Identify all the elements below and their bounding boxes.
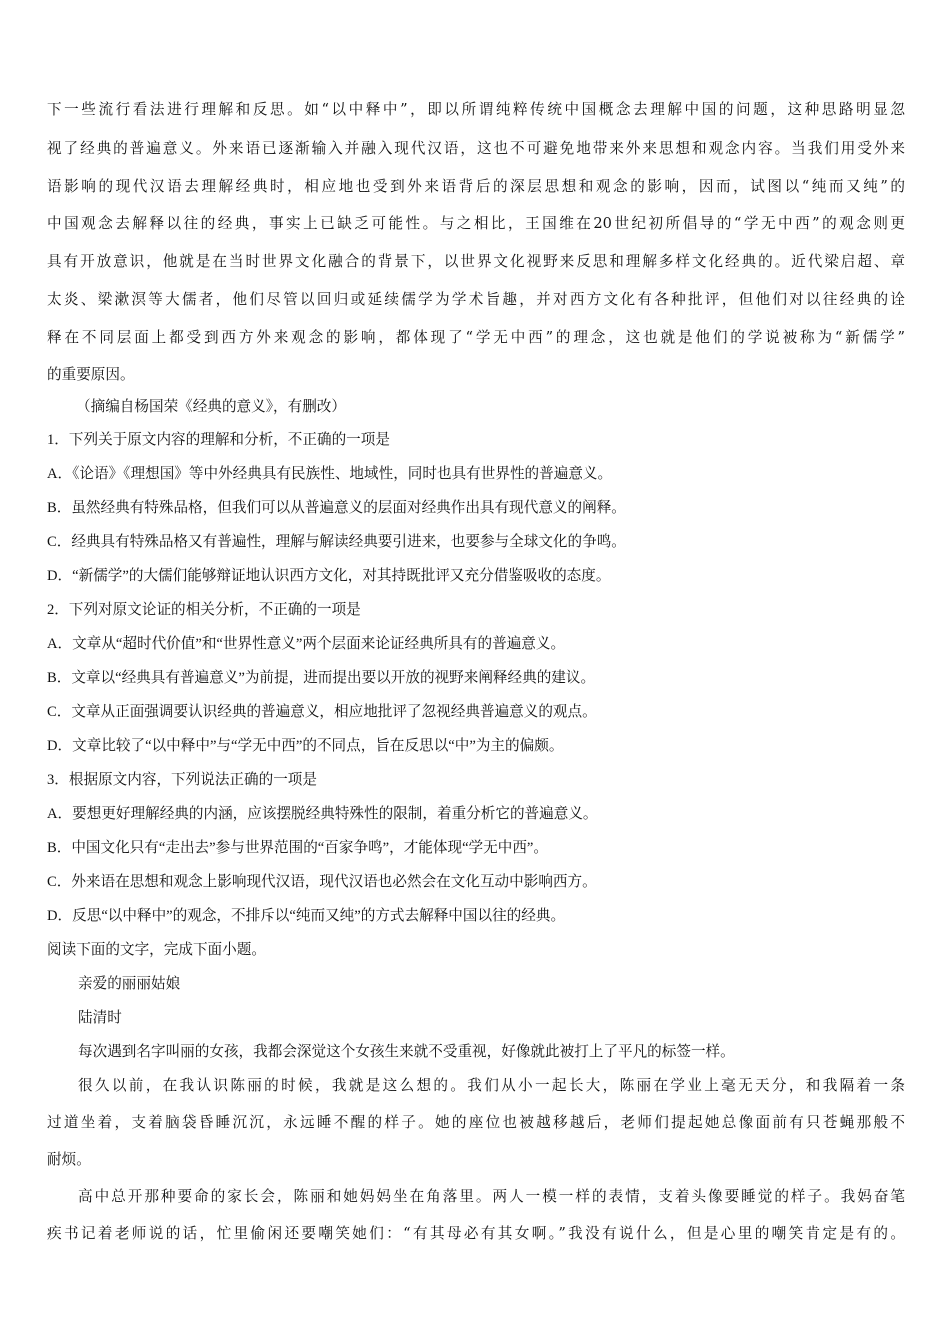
story-author: 陆清时 <box>78 1009 122 1026</box>
passage-line: 语影响的现代汉语去理解经典时，相应地也受到外来语背后的深层思想和观念的影响，因而，试图以“纯而又纯”的 <box>47 178 905 195</box>
question-option: C．外来语在思想和观念上影响现代汉语，现代汉语也必然会在文化互动中影响西方。 <box>47 874 597 890</box>
question-option: B．中国文化只有“走出去”参与世界范围的“百家争鸣”，才能体现“学无中西”。 <box>47 840 549 856</box>
passage-line: 视了经典的普遍意义。外来语已逐渐输入并融入现代汉语，这也不可避免地带来外来思想和观念内容。当我们用受外来 <box>47 140 905 157</box>
passage-line: 太炎、梁漱溟等大儒者，他们尽管以回归或延续儒学为学术旨趣，并对西方文化有各种批评，但他们对以往经典的诠 <box>47 291 905 308</box>
question-stem: 2．下列对原文论证的相关分析，不正确的一项是 <box>47 602 361 618</box>
question-option: C．经典具有特殊品格又有普遍性，理解与解读经典要引进来，也要参与全球文化的争鸣。 <box>47 534 626 550</box>
passage-line: 具有开放意识，他就是在当时世界文化融合的背景下，以世界文化视野来反思和理解多样文化经典的。近代梁启超、章 <box>47 253 905 270</box>
question-option: C．文章从正面强调要认识经典的普遍意义，相应地批评了忽视经典普遍意义的观点。 <box>47 704 597 720</box>
question-stem: 3．根据原文内容，下列说法正确的一项是 <box>47 772 317 788</box>
reading-instruction: 阅读下面的文字，完成下面小题。 <box>47 942 266 958</box>
question-option: A．文章从“超时代价值”和“世界性意义”两个层面来论证经典所具有的普遍意义。 <box>47 636 566 652</box>
question-option: A．《论语》《理想国》等中外经典具有民族性、地域性，同时也具有世界性的普遍意义。 <box>47 466 613 482</box>
question-stem: 1．下列关于原文内容的理解和分析，不正确的一项是 <box>47 432 390 448</box>
story-title: 亲爱的丽丽姑娘 <box>78 975 181 992</box>
passage-line: 的重要原因。 <box>47 366 135 383</box>
passage-line: 中国观念去解释以往的经典，事实上已缺乏可能性。与之相比，王国维在20世纪初所倡导的“学无中西”的观念则更 <box>47 215 905 232</box>
question-option: D．“新儒学”的大儒们能够辩证地认识西方文化，对其持既批评又充分借鉴吸收的态度。 <box>47 568 611 584</box>
question-option: B．文章以“经典具有普遍意义”为前提，进而提出要以开放的视野来阐释经典的建议。 <box>47 670 596 686</box>
question-option: B．虽然经典有特殊品格，但我们可以从普遍意义的层面对经典作出具有现代意义的阐释。 <box>47 500 626 516</box>
passage-line: 下一些流行看法进行理解和反思。如“以中释中”，即以所谓纯粹传统中国概念去理解中国的问题，这种思路明显忽 <box>47 101 905 118</box>
question-option: D．反思“以中释中”的观念，不排斥以“纯而又纯”的方式去解释中国以往的经典。 <box>47 908 566 924</box>
story-line: 疾书记着老师说的话，忙里偷闲还要嘲笑她们：“有其母必有其女啊。”我没有说什么，但是心里的嘲笑肯定是有的。 <box>47 1225 905 1242</box>
story-line: 过道坐着，支着脑袋昏睡沉沉，永远睡不醒的样子。她的座位也被越移越后，老师们提起她总像面前有只苍蝇那般不 <box>47 1114 905 1131</box>
source-citation: （摘编自杨国荣《经典的意义》，有删改） <box>76 398 346 415</box>
story-line: 高中总开那种要命的家长会，陈丽和她妈妈坐在角落里。两人一模一样的表情，支着头像要睡觉的样子。我妈奋笔 <box>78 1188 905 1205</box>
question-option: D．文章比较了“以中释中”与“学无中西”的不同点，旨在反思以“中”为主的偏颇。 <box>47 738 564 754</box>
story-line: 耐烦。 <box>47 1151 91 1168</box>
story-line: 很久以前，在我认识陈丽的时候，我就是这么想的。我们从小一起长大，陈丽在学业上毫无天分，和我隔着一条 <box>78 1077 905 1094</box>
story-line: 每次遇到名字叫丽的女孩，我都会深觉这个女孩生来就不受重视，好像就此被打上了平凡的标签一样。 <box>78 1043 735 1060</box>
passage-line: 释在不同层面上都受到西方外来观念的影响，都体现了“学无中西”的理念，这也就是他们的学说被称为“新儒学” <box>47 329 905 346</box>
question-option: A．要想更好理解经典的内涵，应该摆脱经典特殊性的限制，着重分析它的普遍意义。 <box>47 806 598 822</box>
